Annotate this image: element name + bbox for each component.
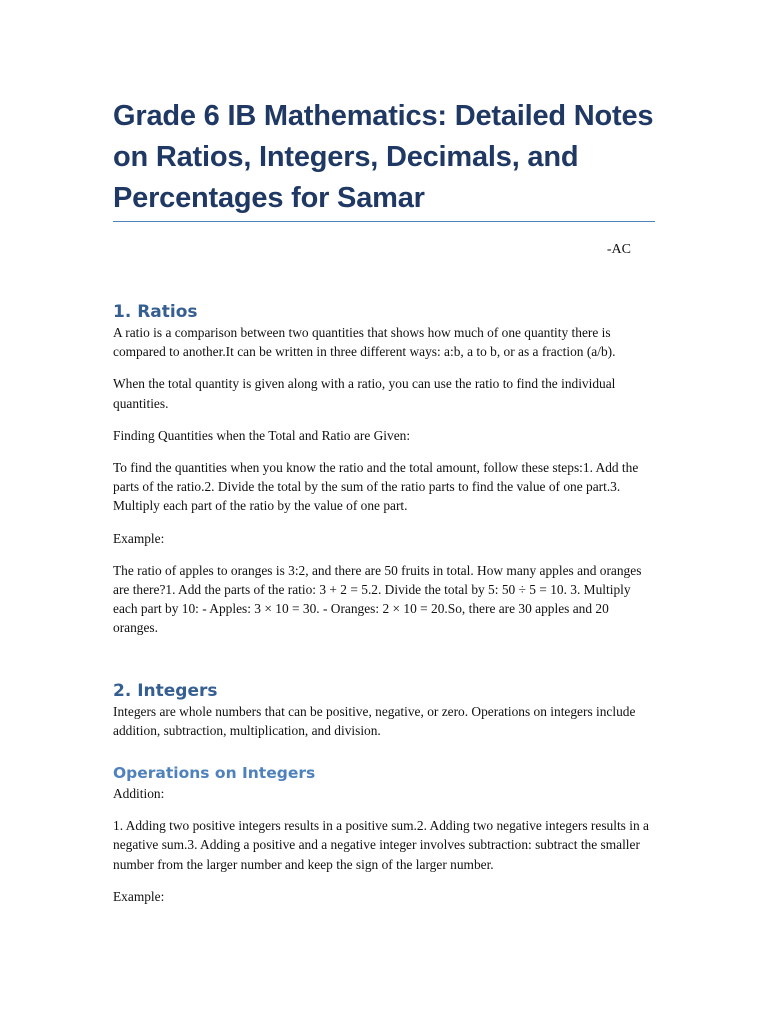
document-title: Grade 6 IB Mathematics: Detailed Notes on Ratios, Integers, Decimals, and Percentages for Samar	[113, 96, 655, 222]
paragraph: Example:	[113, 888, 165, 904]
paragraph: To find the quantities when you know the ratio and the total amount, follow these steps:1. Add the parts of the ratio.2. Divide the total by the sum of the ratio parts to find the value of one part.3. Multiply each part of the ratio by the value of one part.	[113, 460, 639, 514]
section-heading-ratios: 1. Ratios	[113, 302, 198, 322]
paragraph: When the total quantity is given along with a ratio, you can use the ratio to find the individual quantities.	[113, 376, 616, 411]
paragraph: Example:	[113, 530, 165, 546]
document-page	[113, 96, 655, 919]
paragraph: The ratio of apples to oranges is 3:2, and there are 50 fruits in total. How many apples and oranges are there?1. Add the parts of the ratio: 3 + 2 = 5.2. Divide the total by 5: 50 ÷ 5 = 10. 3. Multiply each part by 10: - Apples: 3 × 10 = 30. - Oranges: 2 × 10 = 20.So, there are 30 apples and 20 oranges.	[113, 562, 642, 636]
paragraph: A ratio is a comparison between two quantities that shows how much of one quantity there is compared to another.It can be written in three different ways: a:b, a to b, or as a fraction (a/b).	[113, 325, 616, 360]
paragraph: 1. Adding two positive integers results in a positive sum.2. Adding two negative integers results in a negative sum.3. Adding a positive and a negative integer involves subtraction: subtract the smaller number from the larger number and keep the sign of the larger number.	[113, 818, 649, 872]
paragraph: Finding Quantities when the Total and Ratio are Given:	[113, 427, 411, 443]
paragraph: Addition:	[113, 786, 165, 802]
subheading-operations-on-integers: Operations on Integers	[113, 764, 316, 783]
section-heading-integers: 2. Integers	[113, 680, 218, 701]
paragraph: Integers are whole numbers that can be positive, negative, or zero. Operations on integers include addition, subtraction, multiplication, and division.	[113, 703, 636, 738]
author-initials: -AC	[606, 242, 631, 257]
